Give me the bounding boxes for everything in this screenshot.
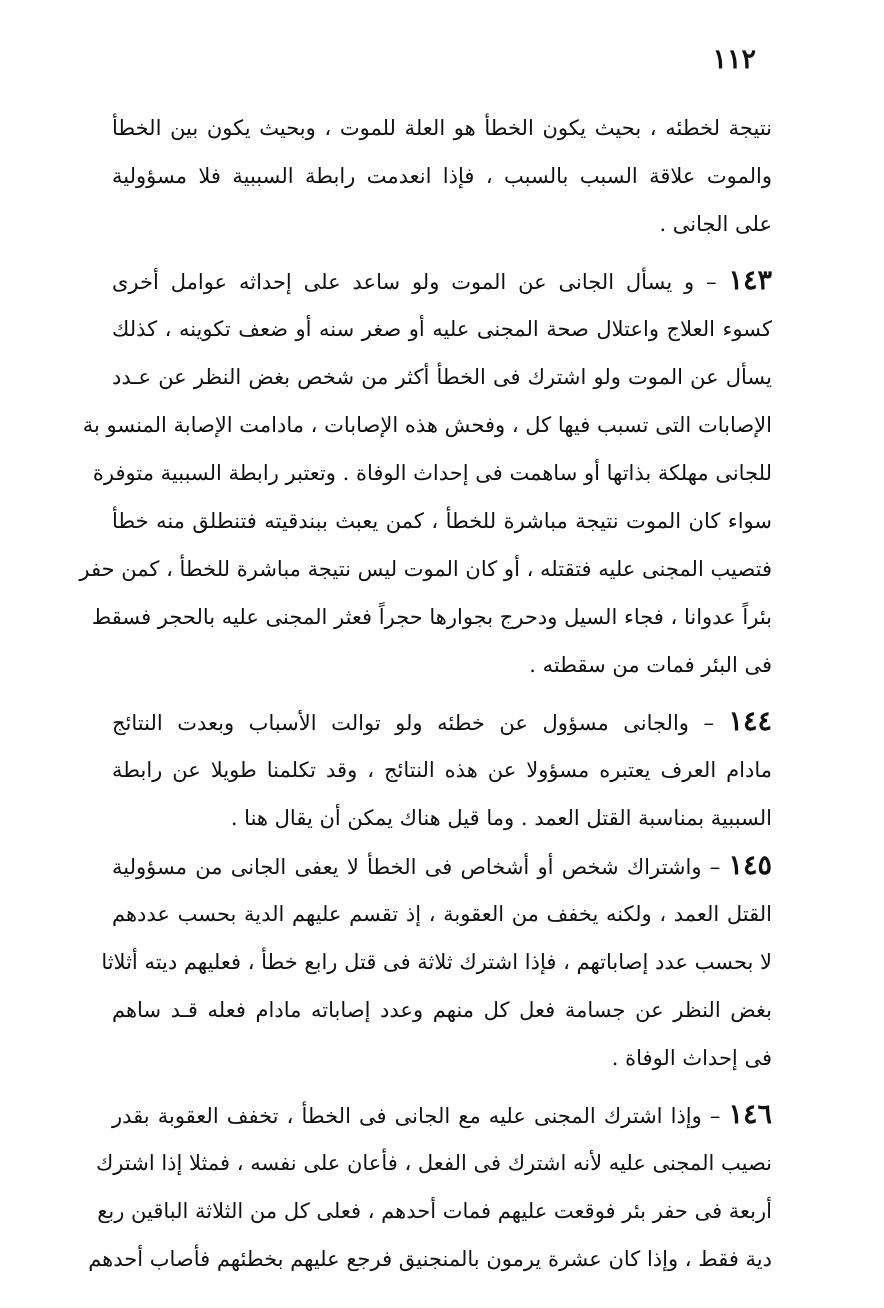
section-number: ١٤٤ [728,706,772,737]
paragraph-continuation [112,104,772,248]
text-line: كسوء العلاج واعتلال صحة المجنى عليه أو صغر سنه أو ضعف تكوينه ، كذلك [112,317,772,341]
text-segment: – واشتراك شخص أو أشخاص فى الخطأ لا يعفى الجانى من مسؤولية [112,855,721,879]
text-segment: – وإذا اشترك المجنى عليه مع الجانى فى الخطأ ، تخفف العقوبة بقدر [112,1104,721,1128]
text-line: فى البئر فمات من سقطته . [529,653,772,677]
text-segment: – و يسأل الجانى عن الموت ولو ساعد على إحداثه عوامل أخرى [112,270,717,294]
page-number: ١١٢ [712,44,756,75]
section-number: ١٤٦ [728,1099,772,1130]
paragraph-143 [79,257,772,689]
text-line: بغض النظر عن جسامة فعل كل منهم وعدد إصاباته مادام فعله قـد ساهم [112,998,772,1022]
paragraph-145 [101,842,772,1082]
text-line: مادام العرف يعتبره مسؤولا عن هذه النتائج ، وقد تكلمنا طويلا عن رابطة [112,758,772,782]
text-line: على الجانى . [659,212,772,236]
text-line: دية فقط ، وإذا كان عشرة يرمون بالمنجنيق فرجع عليهم بخطئهم فأصاب أحدهم [88,1247,772,1271]
text-line: سواء كان الموت نتيجة مباشرة للخطأ ، كمن يعبث ببندقيته فتنطلق منه خطأ [112,509,772,533]
text-line-first [112,698,772,746]
text-line: لا بحسب عدد إصاباتهم ، فإذا اشترك ثلاثة فى قتل رابع خطأ ، فعليهم ديته أثلاثا [101,950,772,974]
text-line: الإصابات التى تسبب فيها كل ، وفحش هذه الإصابات ، مادامت الإصابة المنسو بة [82,413,772,437]
text-line: نتيجة لخطئه ، بحيث يكون الخطأ هو العلة للموت ، وبحيث يكون بين الخطأ [112,116,772,140]
text-line: بئراً عدوانا ، فجاء السيل ودحرج بجوارها حجراً فعثر المجنى عليه بالحجر فسقط [91,605,772,629]
text-line-first [112,1091,772,1139]
text-line: يسأل عن الموت ولو اشترك فى الخطأ أكثر من شخص بغض النظر عن عـدد [112,365,772,389]
text-line: أربعة فى حفر بئر فوقعت عليهم فمات أحدهم ، فعلى كل من الثلاثة الباقين ربع [97,1199,772,1223]
section-number: ١٤٣ [728,265,772,296]
body-text [79,104,772,1283]
text-line: السببية بمناسبة القتل العمد . وما قيل هناك يمكن أن يقال هنا . [230,806,772,830]
text-line: فتصيب المجنى عليه فتقتله ، أو كان الموت ليس نتيجة مباشرة للخطأ ، كمن حفر [79,557,772,581]
section-number: ١٤٥ [728,850,772,881]
text-line-first [112,842,772,890]
text-line-first [112,257,772,305]
text-line: فى إحداث الوفاة . [611,1046,772,1070]
text-line: نصيب المجنى عليه لأنه اشترك فى الفعل ، فأعان على نفسه ، فمثلا إذا اشترك [95,1151,772,1175]
paragraph-146 [88,1091,772,1283]
text-line: القتل العمد ، ولكنه يخفف من العقوبة ، إذ تقسم عليهم الدية بحسب عددهم [112,902,772,926]
text-line: والموت علاقة السبب بالسبب ، فإذا انعدمت رابطة السببية فلا مسؤولية [112,164,772,188]
text-line: للجانى مهلكة بذاتها أو ساهمت فى إحداث الوفاة . وتعتبر رابطة السببية متوفرة [92,461,772,485]
paragraph-144 [112,698,772,842]
text-segment: – والجانى مسؤول عن خطئه ولو توالت الأسباب وبعدت النتائج [112,711,714,735]
